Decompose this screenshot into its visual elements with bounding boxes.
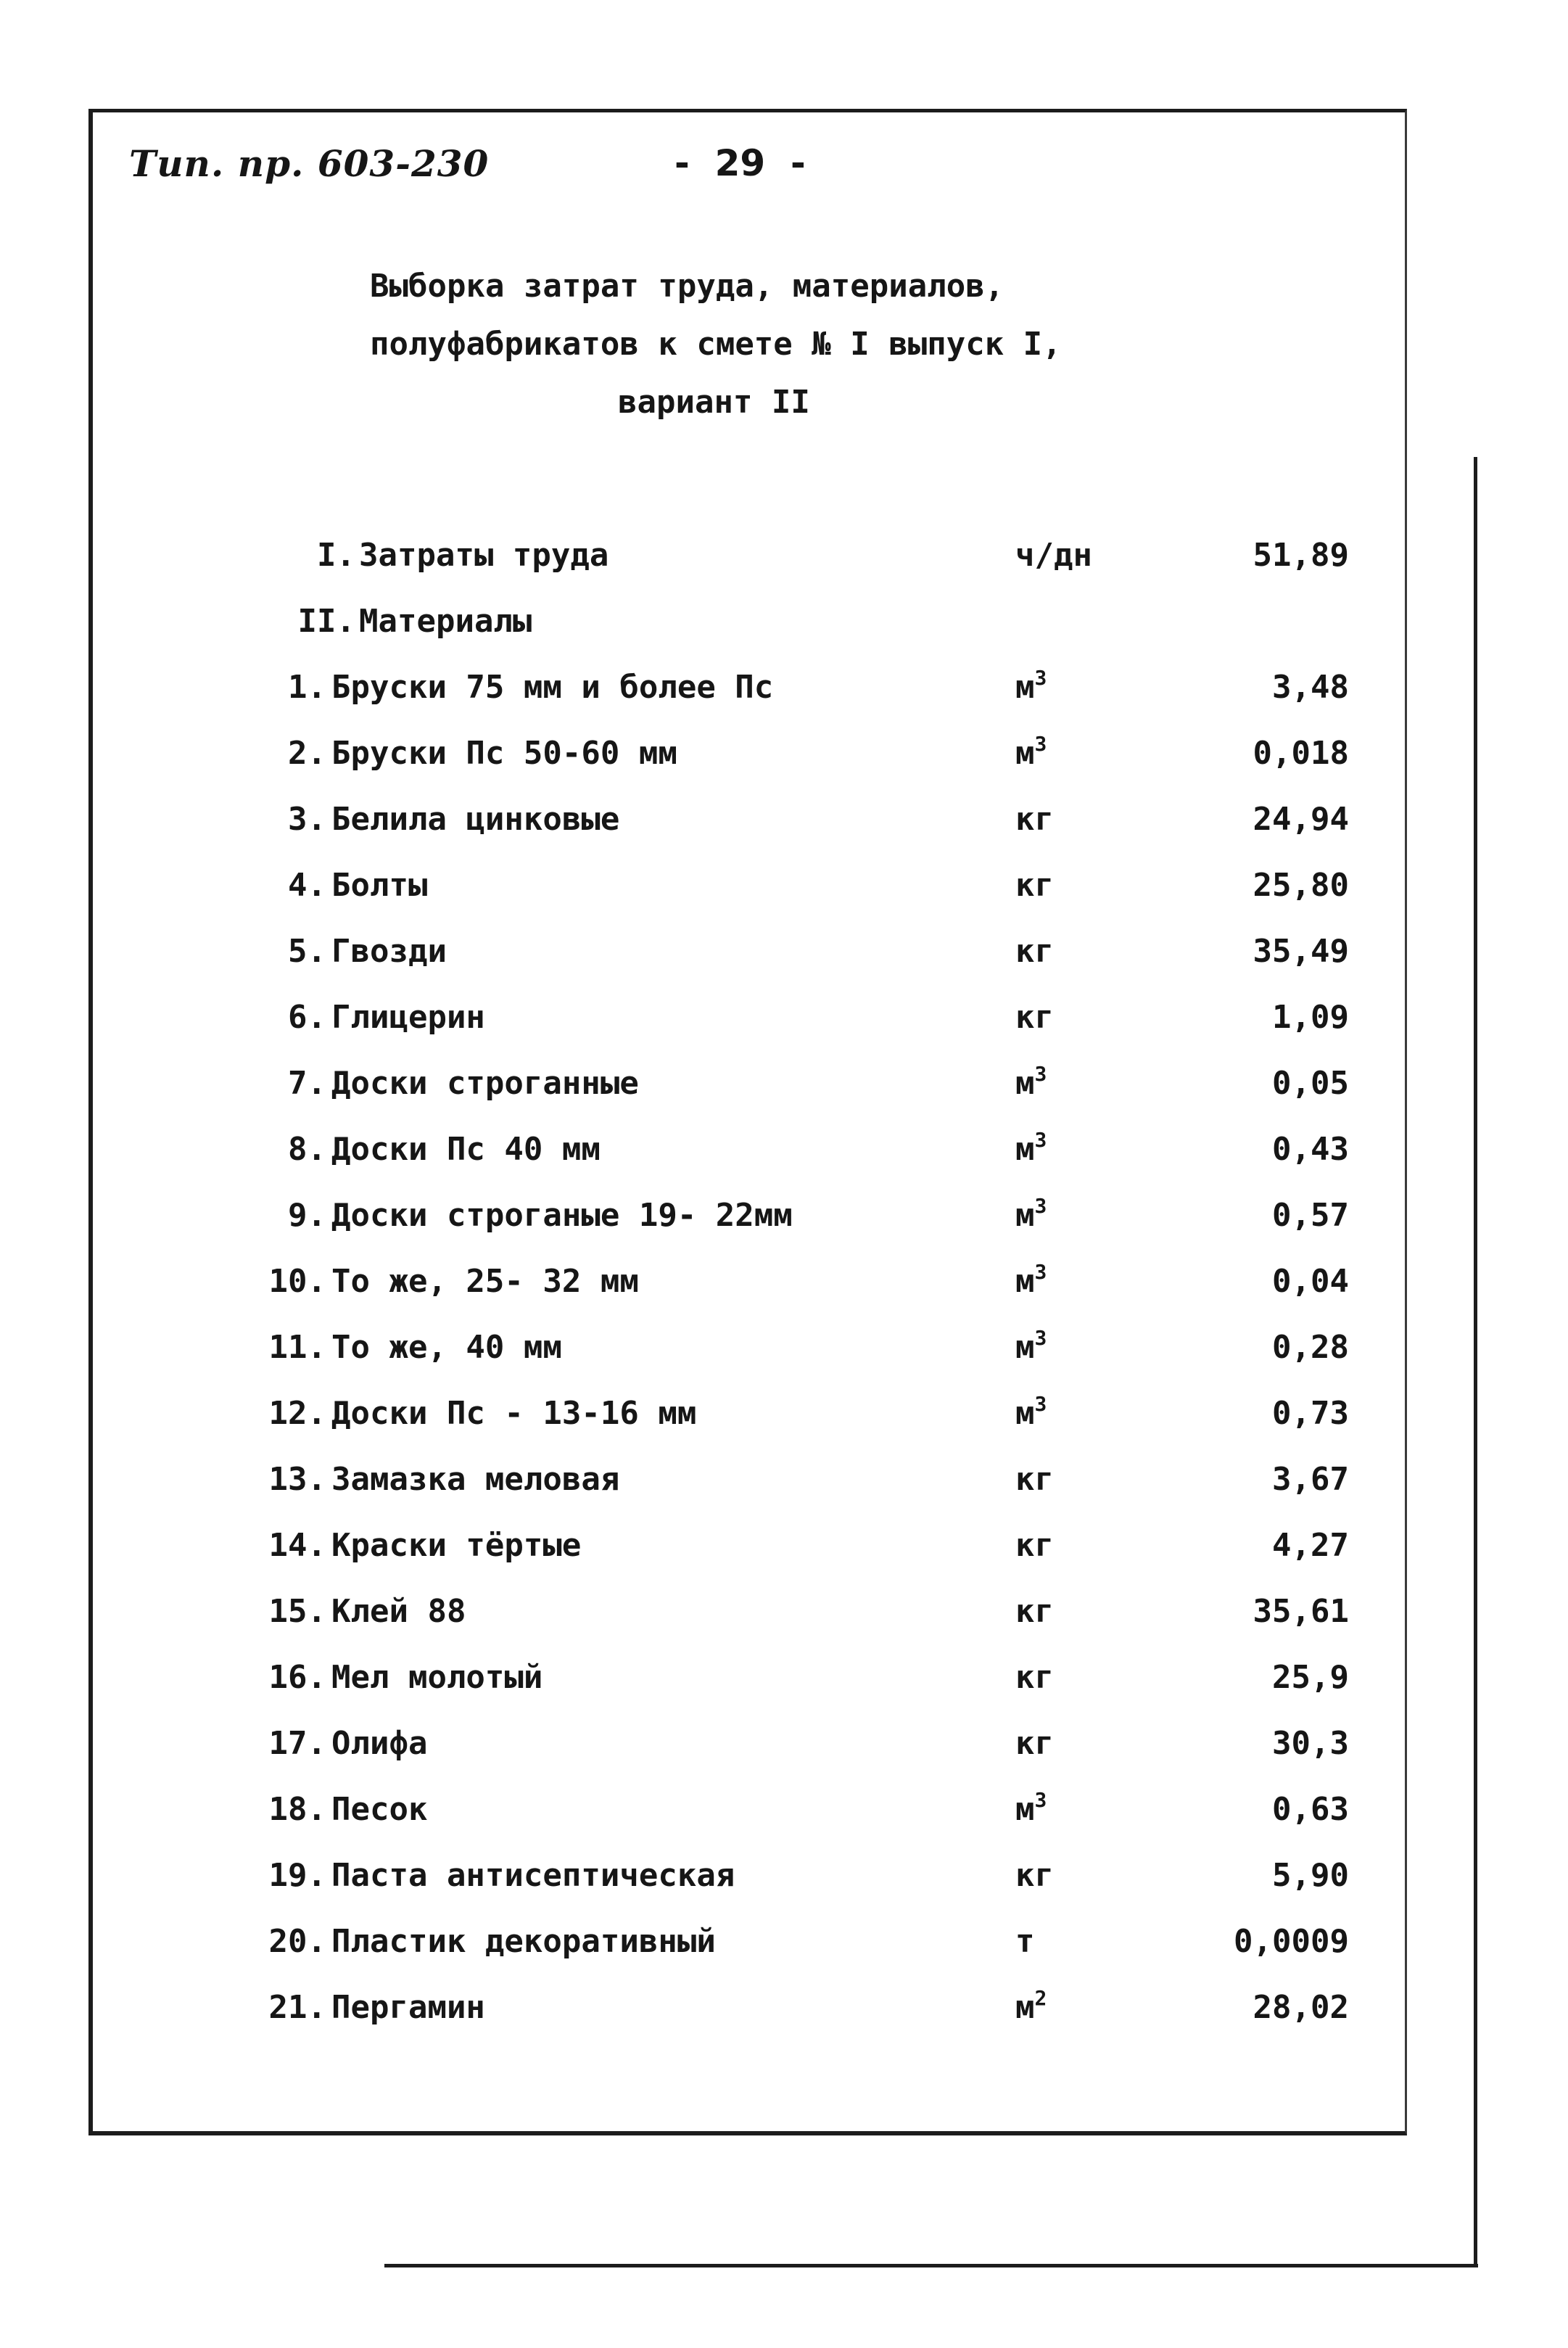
material-name: Бруски Пс 50-60 мм — [331, 735, 677, 772]
table-row — [218, 1380, 1349, 1446]
table-row — [218, 1446, 1349, 1512]
table-row — [218, 1248, 1349, 1314]
table-row — [218, 1908, 1349, 1974]
unit-cell — [1015, 1446, 1054, 1512]
value-cell: 0,04 — [1272, 1263, 1349, 1300]
value-cell: 0,018 — [1253, 735, 1349, 772]
table-row — [218, 1644, 1349, 1710]
unit-text: м — [1015, 1065, 1035, 1102]
row-number: 21. — [268, 1989, 326, 2026]
unit-text: м — [1015, 1329, 1035, 1366]
row-number: 14. — [268, 1527, 326, 1564]
unit-cell — [1015, 1908, 1035, 1974]
material-name: Пластик декоративный — [331, 1923, 716, 1960]
unit-cell — [1015, 1974, 1047, 2040]
row-number: 18. — [268, 1791, 326, 1828]
document-title — [370, 258, 1182, 432]
unit-text: кг — [1015, 801, 1054, 838]
unit-text: кг — [1015, 1461, 1054, 1498]
value-cell: 51,89 — [1253, 537, 1349, 574]
unit-text: кг — [1015, 1725, 1054, 1762]
row-number: 4. — [288, 867, 326, 904]
unit-text: м — [1015, 735, 1035, 772]
table-row — [218, 1314, 1349, 1380]
unit-cell — [1015, 1380, 1047, 1446]
unit-cell — [1015, 852, 1054, 918]
table-row — [218, 1512, 1349, 1578]
value-cell: 24,94 — [1253, 801, 1349, 838]
unit-exponent: 3 — [1034, 1392, 1047, 1416]
unit-cell — [1015, 786, 1054, 852]
row-number: 3. — [288, 801, 326, 838]
table-row — [218, 654, 1349, 720]
row-number: 6. — [288, 999, 326, 1036]
row-number: 8. — [288, 1131, 326, 1168]
title-line-1: Выборка затрат труда, материалов, — [370, 268, 1004, 305]
value-cell: 0,63 — [1272, 1791, 1349, 1828]
unit-text: кг — [1015, 1659, 1054, 1696]
row-number: 7. — [288, 1065, 326, 1102]
unit-exponent: 3 — [1034, 1062, 1047, 1086]
unit-cell — [1015, 1512, 1054, 1578]
value-cell: 30,3 — [1272, 1725, 1349, 1762]
material-name: Краски тёртые — [331, 1527, 582, 1564]
unit-text: кг — [1015, 999, 1054, 1036]
unit-text: кг — [1015, 1593, 1054, 1630]
unit-cell — [1015, 1842, 1054, 1908]
unit-text: кг — [1015, 933, 1054, 970]
material-name: То же, 40 мм — [331, 1329, 562, 1366]
unit-text: м — [1015, 1395, 1035, 1432]
material-name: Мел молотый — [331, 1659, 543, 1696]
material-name: Доски строганые 19- 22мм — [331, 1197, 793, 1234]
unit-text: кг — [1015, 1527, 1054, 1564]
unit-text: м — [1015, 1791, 1035, 1828]
unit-cell — [1015, 984, 1054, 1050]
material-name: Доски строганные — [331, 1065, 639, 1102]
unit-text: м — [1015, 669, 1035, 706]
row-number: 12. — [268, 1395, 326, 1432]
material-name: Песок — [331, 1791, 428, 1828]
unit-cell — [1015, 1776, 1047, 1842]
table-row — [218, 1974, 1349, 2040]
row-number: 20. — [268, 1923, 326, 1960]
row-number: 15. — [268, 1593, 326, 1630]
material-name: Белила цинковые — [331, 801, 620, 838]
unit-text: т — [1015, 1923, 1035, 1960]
page-number: - 29 - — [674, 142, 806, 184]
back-sheet-right-edge — [1474, 457, 1477, 2267]
unit-cell — [1015, 720, 1047, 786]
material-name: Гвозди — [331, 933, 447, 970]
value-cell: 0,05 — [1272, 1065, 1349, 1102]
row-number: 17. — [268, 1725, 326, 1762]
unit-exponent: 3 — [1034, 1128, 1047, 1152]
material-name: Доски Пс - 13-16 мм — [331, 1395, 697, 1432]
value-cell: 0,0009 — [1234, 1923, 1349, 1960]
unit-exponent: 3 — [1034, 1326, 1047, 1350]
value-cell: 0,28 — [1272, 1329, 1349, 1366]
unit-cell — [1015, 1644, 1054, 1710]
unit-text: м — [1015, 1263, 1035, 1300]
material-name: Пергамин — [331, 1989, 485, 2026]
material-name: Бруски 75 мм и более Пс — [331, 669, 774, 706]
unit-cell — [1015, 1050, 1047, 1116]
value-cell: 3,48 — [1272, 669, 1349, 706]
table-row — [218, 1050, 1349, 1116]
table-row — [218, 918, 1349, 984]
table-row — [218, 786, 1349, 852]
value-cell: 28,02 — [1253, 1989, 1349, 2026]
row-number: 19. — [268, 1857, 326, 1894]
unit-cell — [1015, 1578, 1054, 1644]
section-label: Затраты труда — [359, 537, 609, 574]
back-sheet-bottom-edge — [384, 2264, 1478, 2267]
unit-cell — [1015, 1248, 1047, 1314]
row-number: 16. — [268, 1659, 326, 1696]
unit-cell — [1015, 1116, 1047, 1182]
value-cell: 0,43 — [1272, 1131, 1349, 1168]
table-row — [218, 1842, 1349, 1908]
table-row — [218, 1182, 1349, 1248]
title-line-2: полуфабрикатов к смете № I выпуск I, — [370, 326, 1062, 363]
section-label: Материалы — [359, 603, 532, 640]
unit-exponent: 3 — [1034, 732, 1047, 756]
value-cell: 4,27 — [1272, 1527, 1349, 1564]
material-name: Доски Пс 40 мм — [331, 1131, 601, 1168]
material-name: Паста антисептическая — [331, 1857, 735, 1894]
value-cell: 35,49 — [1253, 933, 1349, 970]
unit-exponent: 3 — [1034, 1788, 1047, 1812]
title-line-3: вариант II — [618, 384, 810, 421]
unit-exponent: 3 — [1034, 1260, 1047, 1284]
value-cell: 1,09 — [1272, 999, 1349, 1036]
unit-exponent: 3 — [1034, 666, 1047, 690]
unit-cell — [1015, 918, 1054, 984]
unit-cell — [1015, 1710, 1054, 1776]
value-cell: 0,57 — [1272, 1197, 1349, 1234]
value-cell: 35,61 — [1253, 1593, 1349, 1630]
row-number: 2. — [288, 735, 326, 772]
section-number: II. — [297, 603, 355, 640]
row-number: 5. — [288, 933, 326, 970]
material-name: Глицерин — [331, 999, 485, 1036]
unit-exponent: 2 — [1034, 1986, 1047, 2010]
material-name: Болты — [331, 867, 428, 904]
row-number: 11. — [268, 1329, 326, 1366]
value-cell: 25,80 — [1253, 867, 1349, 904]
unit-text: м — [1015, 1131, 1035, 1168]
unit-cell — [1015, 1314, 1047, 1380]
value-cell: 5,90 — [1272, 1857, 1349, 1894]
table-row — [218, 1776, 1349, 1842]
material-name: Клей 88 — [331, 1593, 466, 1630]
materials-table — [218, 522, 1349, 2040]
unit-cell — [1015, 1182, 1047, 1248]
material-name: Замазка меловая — [331, 1461, 620, 1498]
unit-cell: ч/дн — [1015, 537, 1092, 574]
project-code: Тип. пр. 603-230 — [129, 142, 490, 185]
row-number: 10. — [268, 1263, 326, 1300]
value-cell: 25,9 — [1272, 1659, 1349, 1696]
table-row — [218, 1710, 1349, 1776]
table-row — [218, 1578, 1349, 1644]
unit-text: м — [1015, 1197, 1035, 1234]
section-number: I. — [317, 537, 355, 574]
table-row — [218, 1116, 1349, 1182]
unit-exponent: 3 — [1034, 1194, 1047, 1218]
unit-text: м — [1015, 1989, 1035, 2026]
row-number: 1. — [288, 669, 326, 706]
material-name: То же, 25- 32 мм — [331, 1263, 639, 1300]
value-cell: 3,67 — [1272, 1461, 1349, 1498]
value-cell: 0,73 — [1272, 1395, 1349, 1432]
row-number: 9. — [288, 1197, 326, 1234]
row-number: 13. — [268, 1461, 326, 1498]
unit-text: кг — [1015, 867, 1054, 904]
table-row — [218, 852, 1349, 918]
materials-heading-row — [218, 588, 1349, 654]
table-row — [218, 720, 1349, 786]
material-rows — [218, 654, 1349, 2040]
labor-row — [218, 522, 1349, 588]
unit-text: кг — [1015, 1857, 1054, 1894]
table-row — [218, 984, 1349, 1050]
unit-cell — [1015, 654, 1047, 720]
material-name: Олифа — [331, 1725, 428, 1762]
